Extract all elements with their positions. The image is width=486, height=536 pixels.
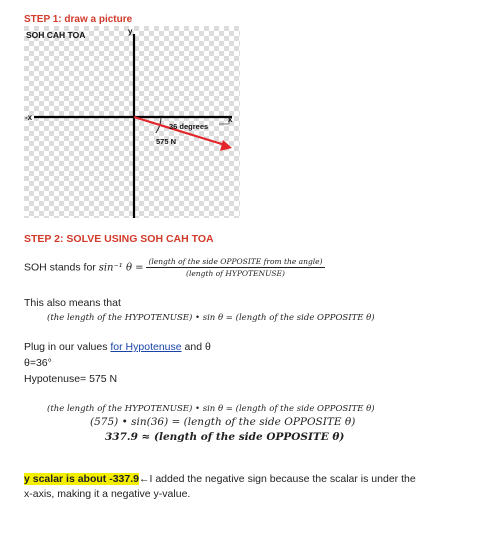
soh-fraction (146, 257, 324, 278)
neg-x-axis-label: -x (25, 113, 33, 122)
plug-text-after: and θ (184, 341, 211, 353)
also-text: This also means that (24, 297, 121, 309)
hypotenuse-link[interactable]: for Hypotenuse (110, 341, 182, 353)
diagram-title: SOH CAH TOA (26, 30, 86, 40)
force-label: 575 N (156, 137, 177, 146)
diagram-graphic (24, 26, 240, 218)
step2-heading: STEP 2: SOLVE USING SOH CAH TOA (24, 233, 214, 245)
theta-value: θ=36° (24, 357, 52, 369)
solve-line-3: 337.9 ≈ (length of the side OPPOSITE θ) (105, 431, 345, 443)
soh-cah-toa-diagram (24, 26, 240, 218)
soh-lhs: sin⁻¹ θ = (98, 262, 144, 274)
plug-line (24, 341, 211, 353)
solve-line-1: (the length of the HYPOTENUSE) • sin θ = (length of the side OPPOSITE θ) (47, 404, 375, 414)
soh-numerator: (length of the side OPPOSITE from the angle) (148, 257, 323, 266)
soh-definition (24, 257, 325, 278)
result-explanation: I added the negative sign because the scalar is under the x-axis, making it a negative y-value. (24, 473, 416, 500)
y-scalar-highlight: y scalar is about -337.9 (24, 473, 139, 485)
also-formula: (the length of the HYPOTENUSE) • sin θ = (length of the side OPPOSITE θ) (47, 313, 375, 323)
step1-heading: STEP 1: draw a picture (24, 14, 133, 25)
solve-line-2: (575) • sin(36) = (length of the side OPPOSITE θ) (90, 416, 356, 428)
soh-prefix: SOH stands for (24, 261, 96, 274)
result-paragraph (24, 472, 424, 502)
y-axis-label: y (128, 27, 133, 36)
hypotenuse-value: Hypotenuse= 575 N (24, 373, 118, 385)
plug-text: Plug in our values (24, 341, 108, 353)
angle-label: 36 degrees (169, 122, 209, 131)
x-axis-label: x (228, 115, 233, 124)
soh-denominator: (length of HYPOTENUSE) (186, 269, 285, 278)
left-arrow-icon: ← (138, 473, 150, 485)
